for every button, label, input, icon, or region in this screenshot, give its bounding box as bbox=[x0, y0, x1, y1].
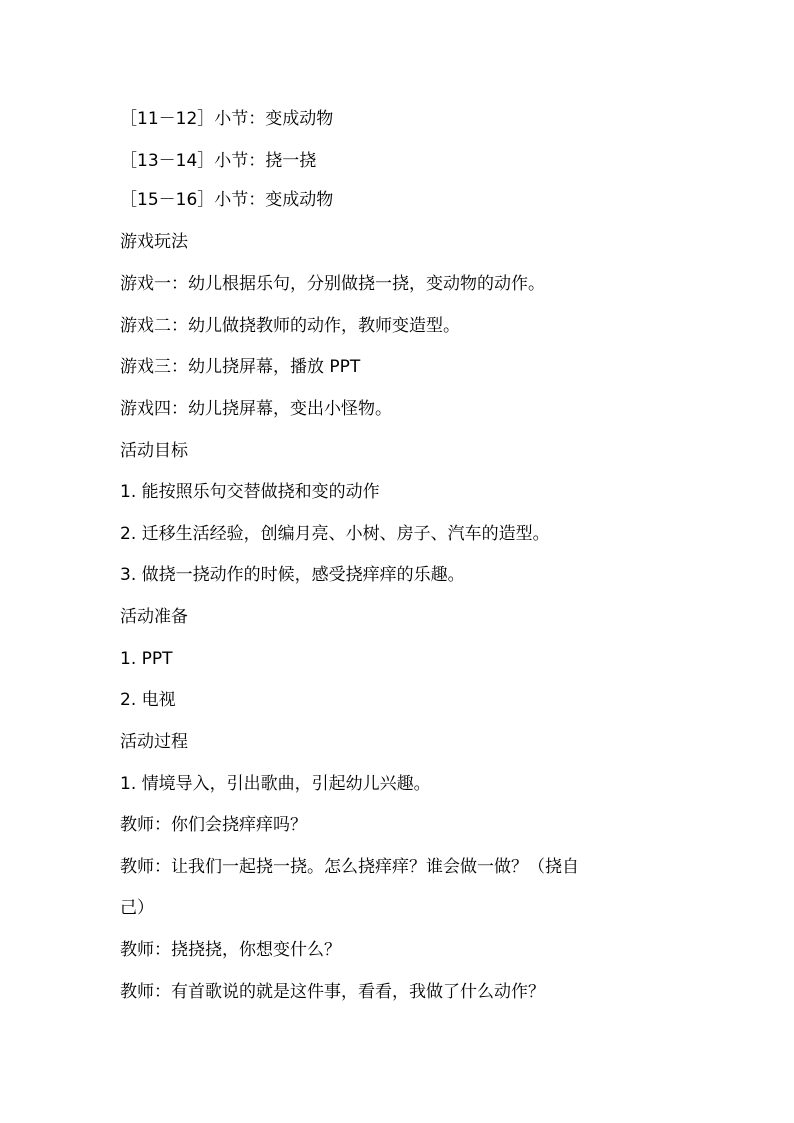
heading-activity-process: 活动过程 bbox=[120, 732, 188, 752]
teacher-line-2-cont: 己） bbox=[120, 898, 154, 918]
teacher-line-3: 教师：挠挠挠，你想变什么？ bbox=[120, 940, 341, 960]
section-15-16: ［15－16］小节：变成动物 bbox=[120, 190, 334, 210]
teacher-line-2: 教师：让我们一起挠一挠。怎么挠痒痒？谁会做一做？（挠自 bbox=[120, 857, 579, 877]
section-11-12: ［11－12］小节：变成动物 bbox=[120, 109, 334, 129]
teacher-line-1: 教师：你们会挠痒痒吗？ bbox=[120, 815, 307, 835]
goal-item-2: 2. 迁移生活经验，创编月亮、小树、房子、汽车的造型。 bbox=[120, 524, 550, 544]
prep-item-2: 2. 电视 bbox=[120, 690, 176, 710]
goal-item-3: 3. 做挠一挠动作的时候，感受挠痒痒的乐趣。 bbox=[120, 565, 465, 585]
game-two: 游戏二：幼儿做挠教师的动作，教师变造型。 bbox=[120, 316, 460, 336]
heading-activity-prep: 活动准备 bbox=[120, 607, 188, 627]
game-one: 游戏一：幼儿根据乐句，分别做挠一挠，变动物的动作。 bbox=[120, 274, 545, 294]
heading-game-rules: 游戏玩法 bbox=[120, 232, 188, 252]
goal-item-1: 1. 能按照乐句交替做挠和变的动作 bbox=[120, 482, 380, 502]
prep-item-1: 1. PPT bbox=[120, 649, 173, 669]
section-13-14: ［13－14］小节：挠一挠 bbox=[120, 151, 317, 171]
game-four: 游戏四：幼儿挠屏幕，变出小怪物。 bbox=[120, 399, 392, 419]
heading-activity-goals: 活动目标 bbox=[120, 441, 188, 461]
process-item-1: 1. 情境导入，引出歌曲，引起幼儿兴趣。 bbox=[120, 774, 431, 794]
teacher-line-4: 教师：有首歌说的就是这件事，看看，我做了什么动作？ bbox=[120, 982, 545, 1002]
game-three: 游戏三：幼儿挠屏幕，播放 PPT bbox=[120, 357, 361, 377]
